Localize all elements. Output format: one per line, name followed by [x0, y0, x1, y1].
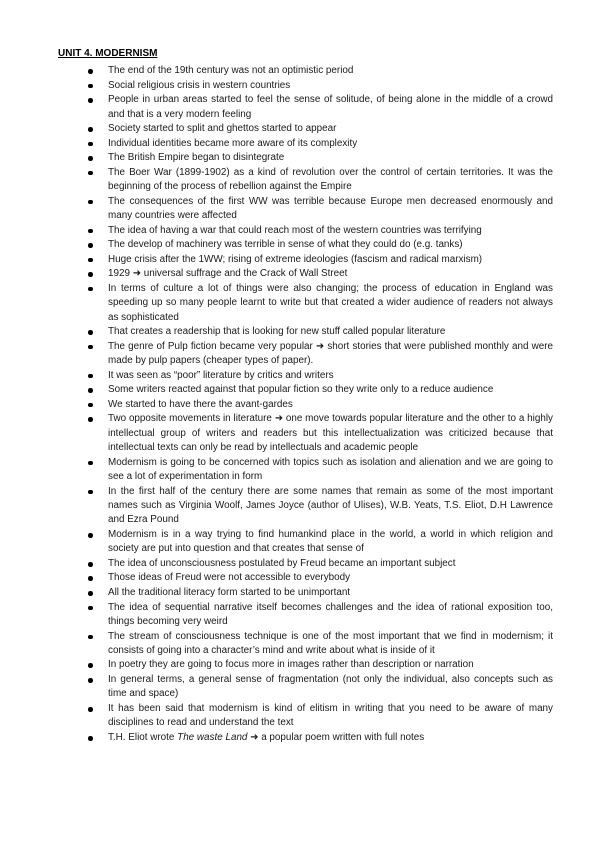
list-item-text: People in urban areas started to feel the sense of solitude, of being alone in the middle of a crowd and that is a very modern feeling — [108, 94, 553, 120]
list-item — [88, 456, 553, 485]
list-item — [88, 122, 553, 136]
list-item-text: The genre of Pulp fiction became very popular ➜ short stories that were published monthly and were made by pulp papers (cheaper types of paper). — [108, 340, 553, 367]
list-item — [88, 195, 553, 224]
list-item-text: In the first half of the century there are some names that remain as some of the most important names such as Virginia Woolf, James Joyce (author of Ulises), W.B. Yeats, T.S. Eliot, D.H Lawrence and Ezra Pound — [108, 485, 553, 526]
list-item — [88, 325, 553, 339]
list-item-text: In terms of culture a lot of things were also changing; the process of education in England was speeding up so many people learnt to write but that created a wider audience of readers not always as sophisticated — [108, 282, 553, 323]
list-item-text: Two opposite movements in literature ➜ one move towards popular literature and the other to a highly intellectual group of writers and readers but this intellectualization was criticized because that intellectual texts can only be read by intellectuals and academic people — [108, 413, 553, 454]
bullet-icon — [88, 388, 93, 393]
bullet-icon — [88, 272, 93, 277]
list-item-text: The idea of unconsciousness postulated by Freud became an important subject — [108, 557, 456, 569]
list-item-text: Those ideas of Freud were not accessible to everybody — [108, 572, 351, 584]
list-item — [88, 64, 553, 78]
list-item-text: Individual identities became more aware of its complexity — [108, 137, 358, 149]
bullet-icon — [88, 562, 93, 567]
list-item-text: In poetry they are going to focus more in images rather than description or narration — [108, 659, 474, 671]
list-item-text: 1929 ➜ universal suffrage and the Crack of Wall Street — [108, 268, 348, 280]
bullet-icon — [88, 98, 93, 103]
bullet-icon — [88, 345, 93, 350]
list-item — [88, 673, 553, 702]
list-item — [88, 485, 553, 528]
bullet-icon — [88, 417, 93, 422]
bullet-icon — [88, 374, 93, 379]
bullet-icon — [88, 591, 93, 596]
list-item — [88, 137, 553, 151]
list-item — [88, 571, 553, 585]
list-item — [88, 224, 553, 238]
list-item — [88, 267, 553, 281]
list-item-text: The develop of machinery was terrible in sense of what they could do (e.g. tanks) — [108, 239, 463, 251]
list-item-text: It was seen as “poor” literature by critics and writers — [108, 369, 334, 381]
bullet-icon — [88, 576, 93, 581]
list-item — [88, 340, 553, 369]
list-item-text: The stream of consciousness technique is one of the most important that we find in modernism; it consists of going into a character’s mind and write about what is inside of it — [108, 630, 553, 656]
list-item-text: The Boer War (1899-1902) as a kind of revolution over the control of certain territories. It was the beginning of the process of rebellion against the Empire — [108, 166, 553, 193]
list-item-text-before: T.H. Eliot wrote — [108, 731, 178, 743]
list-item — [88, 383, 553, 397]
list-item — [88, 79, 553, 93]
list-item-text: All the traditional literacy form started to be unimportant — [108, 587, 351, 598]
bullet-icon — [88, 171, 93, 176]
list-item — [88, 93, 553, 122]
list-item — [88, 702, 553, 731]
list-item — [88, 253, 553, 267]
list-item — [88, 369, 553, 383]
list-item-text: The end of the 19th century was not an optimistic period — [108, 65, 354, 76]
list-item-text: Some writers reacted against that popular fiction so they write only to a reduce audience — [108, 384, 494, 396]
bullet-icon — [88, 403, 93, 408]
bullet-icon — [88, 635, 93, 640]
list-item-text: Huge crisis after the 1WW; rising of extreme ideologies (fascism and radical marxism) — [108, 253, 483, 265]
bullet-icon — [88, 142, 93, 147]
list-item-text: That creates a readership that is looking for new stuff called popular literature — [108, 326, 446, 338]
list-item-text: The idea of sequential narrative itself becomes challenges and the idea of rational exposition too, things becoming very weird — [108, 601, 553, 627]
list-item — [88, 282, 553, 325]
list-item — [88, 528, 553, 557]
list-item — [88, 601, 553, 630]
bullet-icon — [88, 707, 93, 712]
bullet-icon — [88, 200, 93, 205]
list-item-text: Modernism is in a way trying to find humankind place in the world, a world in which religion and society are put into question and that creates that sense of — [108, 528, 553, 555]
bullet-icon — [88, 490, 93, 495]
list-item — [88, 557, 553, 571]
bullet-list — [88, 64, 553, 745]
bullet-icon — [88, 156, 93, 161]
bullet-icon — [88, 461, 93, 466]
bullet-icon — [88, 330, 93, 335]
bullet-icon — [88, 663, 93, 668]
list-item-text: The idea of having a war that could reach most of the western countries was terrifying — [108, 224, 482, 236]
bullet-icon — [88, 606, 93, 611]
list-item-text: In general terms, a general sense of fragmentation (not only the individual, also concepts such as time and space) — [108, 674, 553, 700]
list-item — [88, 658, 553, 672]
list-item — [88, 630, 553, 659]
list-item-text: Modernism is going to be concerned with topics such as isolation and alienation and we are going to see a lot of experimentation in form — [108, 456, 553, 483]
bullet-icon — [88, 258, 93, 263]
list-item-text — [108, 732, 424, 743]
list-item-text: The British Empire began to disintegrate — [108, 152, 285, 164]
bullet-icon — [88, 736, 93, 741]
list-item-text: Society started to split and ghettos started to appear — [108, 123, 337, 135]
list-item-text: It has been said that modernism is kind of elitism in writing that you need to be aware of many disciplines to read and understand the text — [108, 702, 553, 729]
list-item — [88, 398, 553, 412]
list-item-text: We started to have there the avant-gardes — [108, 398, 293, 410]
list-item — [88, 412, 553, 455]
bullet-icon — [88, 127, 93, 132]
bullet-icon — [88, 84, 93, 89]
bullet-icon — [88, 229, 93, 234]
bullet-icon — [88, 243, 93, 248]
italic-title: The waste Land — [177, 731, 248, 743]
list-item — [88, 238, 553, 252]
list-item-text: Social religious crisis in western countries — [108, 79, 291, 91]
list-item — [88, 731, 553, 745]
bullet-icon — [88, 678, 93, 683]
list-item — [88, 166, 553, 195]
list-item-text-after: ➜ a popular poem written with full notes — [247, 731, 425, 743]
bullet-icon — [88, 69, 93, 74]
document-title: UNIT 4. MODERNISM — [58, 48, 158, 59]
bullet-icon — [88, 287, 93, 292]
list-item-text: The consequences of the first WW was terrible because Europe men decreased enormously and many countries were affected — [108, 195, 553, 222]
bullet-icon — [88, 533, 93, 538]
list-item — [88, 151, 553, 165]
list-item — [88, 586, 553, 600]
